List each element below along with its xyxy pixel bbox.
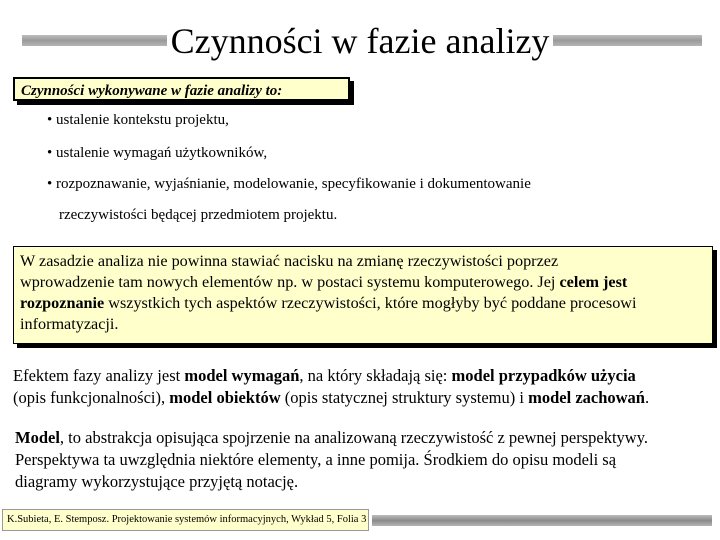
intro-text: Czynności wykonywane w fazie analizy to:: [21, 83, 283, 99]
slide-title: Czynności w fazie analizy: [167, 21, 554, 61]
paragraph-line: Perspektywa ta uwzględnia niektóre elementy, a inne pomija. Środkiem do opisu modeli są: [15, 450, 617, 469]
note-text: wprowadzenie tam nowych elementów np. w postaci systemu komputerowego. Jej: [20, 273, 560, 291]
para-text: (opis statycznej struktury systemu) i: [280, 388, 529, 407]
bullet-item: • ustalenie wymagań użytkowników,: [47, 145, 268, 161]
para-text: Efektem fazy analizy jest: [13, 366, 185, 385]
footer-citation: K.Subieta, E. Stemposz. Projektowanie systemów informacyjnych, Wykład 5, Folia 3: [2, 509, 369, 531]
para-text: .: [644, 388, 650, 407]
footer-decor-bar: [372, 515, 712, 526]
para-text: , na który składają się:: [299, 366, 452, 385]
para-bold: model zachowań: [528, 388, 645, 407]
analysis-note-box: [13, 246, 713, 344]
effects-paragraph: [13, 365, 718, 409]
model-paragraph: [15, 427, 720, 493]
para-text: , to abstrakcja opisująca spojrzenie na analizowaną rzeczywistość z pewnej perspektywy.: [59, 428, 649, 447]
note-line: [20, 293, 706, 314]
paragraph-line: [13, 387, 718, 409]
para-bold: model przypadków użycia: [451, 366, 636, 385]
bullet-continuation: rzeczywistości będącej przedmiotem projektu.: [59, 207, 338, 223]
para-text: (opis funkcjonalności),: [13, 388, 170, 407]
paragraph-line: [15, 427, 720, 449]
para-bold: model obiektów: [169, 388, 281, 407]
para-bold: model wymagań: [184, 366, 300, 385]
bullet-item: • ustalenie kontekstu projektu,: [47, 112, 229, 128]
paragraph-line: diagramy wykorzystujące przyjętą notację.: [15, 472, 299, 491]
note-text: wszystkich tych aspektów rzeczywistości, które mogłyby być poddane procesowi: [104, 294, 637, 312]
slide-title-wrap: [0, 16, 720, 66]
note-line: [20, 272, 706, 293]
bullet-item: • rozpoznawanie, wyjaśnianie, modelowanie, specyfikowanie i dokumentowanie: [47, 176, 531, 192]
para-bold: Model: [15, 428, 60, 447]
note-line: informatyzacji.: [20, 315, 119, 333]
note-line: W zasadzie analiza nie powinna stawiać nacisku na zmianę rzeczywistości poprzez: [20, 252, 559, 270]
intro-box: [13, 77, 350, 101]
paragraph-line: [13, 365, 718, 387]
note-bold: celem jest: [559, 273, 628, 291]
note-bold: rozpoznanie: [20, 294, 105, 312]
